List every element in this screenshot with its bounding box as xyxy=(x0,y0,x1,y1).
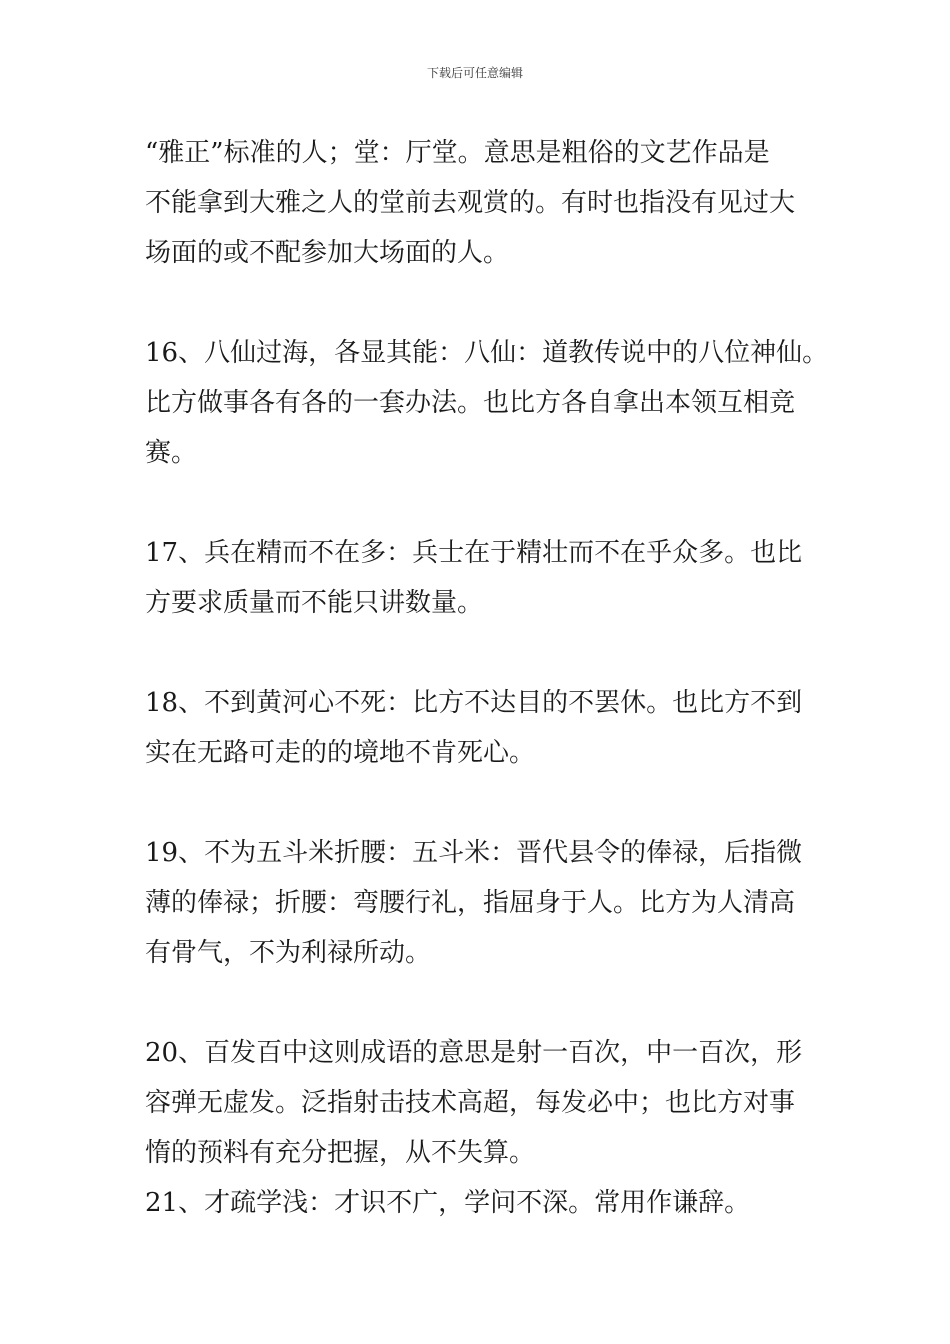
text-line: 19、不为五斗米折腰：五斗米：晋代县令的俸禄，后指微 xyxy=(145,838,803,868)
text-line: 惰的预料有充分把握，从不失算。 xyxy=(145,1138,536,1168)
paragraph-gap xyxy=(145,278,815,328)
text-line: 薄的俸禄；折腰：弯腰行礼，指屈身于人。比方为人清高 xyxy=(145,888,796,918)
paragraph-19 xyxy=(145,828,815,978)
text-line: “雅正”标准的人；堂：厅堂。意思是粗俗的文艺作品是 xyxy=(145,138,770,168)
text-line: 赛。 xyxy=(145,438,198,468)
paragraph-gap xyxy=(145,778,815,828)
text-line: 有骨气，不为利禄所动。 xyxy=(145,938,432,968)
paragraph-18 xyxy=(145,678,815,778)
text-line: 比方做事各有各的一套办法。也比方各自拿出本领互相竞 xyxy=(145,388,796,418)
text-line: 方要求质量而不能只讲数量。 xyxy=(145,588,484,618)
paragraph-gap xyxy=(145,628,815,678)
paragraph-continuation xyxy=(145,128,815,278)
text-line: 18、不到黄河心不死：比方不达目的不罢休。也比方不到 xyxy=(145,688,803,718)
text-line: 场面的或不配参加大场面的人。 xyxy=(145,238,510,268)
text-line: 实在无路可走的的境地不肯死心。 xyxy=(145,738,536,768)
page-header: 下载后可任意编辑 xyxy=(426,66,523,80)
paragraph-16 xyxy=(145,328,829,478)
text-line: 20、百发百中这则成语的意思是射一百次，中一百次，形 xyxy=(145,1038,803,1068)
text-line: 21、才疏学浅：才识不广，学问不深。常用作谦辞。 xyxy=(145,1188,751,1218)
text-line: 17、兵在精而不在多：兵士在于精壮而不在乎众多。也比 xyxy=(145,538,803,568)
text-line: 不能拿到大雅之人的堂前去观赏的。有时也指没有见过大 xyxy=(145,188,796,218)
text-line: 16、八仙过海，各显其能：八仙：道教传说中的八位神仙。 xyxy=(145,338,829,368)
paragraph-gap xyxy=(145,478,815,528)
document-body xyxy=(145,128,829,1228)
paragraph-21 xyxy=(145,1178,815,1228)
paragraph-20 xyxy=(145,1028,815,1178)
paragraph-gap xyxy=(145,978,815,1028)
paragraph-17 xyxy=(145,528,815,628)
text-line: 容弹无虚发。泛指射击技术高超，每发必中；也比方对事 xyxy=(145,1088,796,1118)
